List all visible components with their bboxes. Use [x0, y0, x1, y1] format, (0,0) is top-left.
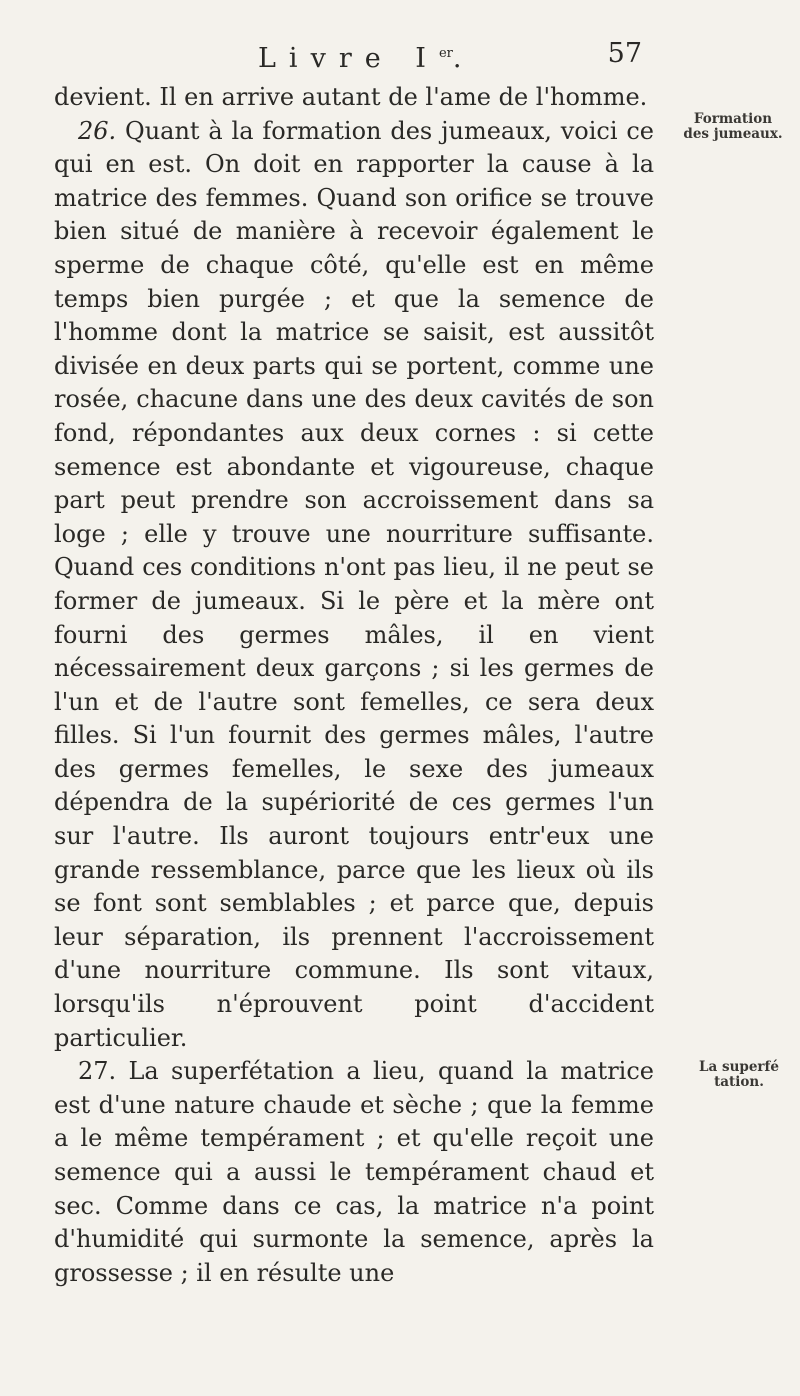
running-title: Livre Ier. [258, 43, 475, 74]
paragraph-continuation: devient. Il en arrive autant de l'ame de l'homme. [54, 83, 648, 111]
paragraph-number: 26. [78, 116, 117, 145]
margin-note-formation: Formation des jumeaux. [683, 111, 783, 142]
running-header [200, 34, 670, 74]
paragraph-number: 27. [78, 1057, 117, 1086]
paragraph-27: 27. La superfétation a lieu, quand la matrice est d'une nature chaude et sèche ; que la femme a le même tempérament ; et qu'elle reçoit une semence qui a aussi le tempérament chaud et sec. Comme dans ce cas, la matrice n'a point d'humidité qui surmonte la semence, après la grossesse ; il en résulte une [54, 1057, 654, 1287]
page-number: 57 [607, 38, 642, 69]
body-text [54, 81, 654, 1290]
paragraph-26: 26. Quant à la formation des jumeaux, voici ce qui en est. On doit en rapporter la cause à la matrice des femmes. Quand son orifice se trouve bien situé de manière à recevoir également le sperme de chaque côté, qu'elle est en même temps bien purgée ; et que la semence de l'homme dont la matrice se saisit, est aussitôt divisée en deux parts qui se portent, comme une rosée, chacune dans une des deux cavités de son fond, répondantes aux deux cornes : si cette semence est abondante et vigoureuse, chaque part peut prendre son accroissement dans sa loge ; elle y trouve une nourriture suffisante. Quand ces conditions n'ont pas lieu, il ne peut se former de jumeaux. Si le père et la mère ont fourni des germes mâles, il en vient nécessairement deux garçons ; si les germes de l'un et de l'autre sont femelles, ce sera deux filles. Si l'un fournit des germes mâles, l'autre des germes femelles, le sexe des jumeaux dépendra de la supériorité de ces germes l'un sur l'autre. Ils auront toujours entr'eux une grande ressemblance, parce que les lieux où ils se font sont semblables ; et parce que, depuis leur séparation, ils prennent l'accroissement d'une nourriture commune. Ils sont vitaux, lorsqu'ils n'éprouvent point d'accident particulier. [54, 116, 654, 1052]
margin-note-superfetation: La superfé tation. [699, 1059, 779, 1090]
